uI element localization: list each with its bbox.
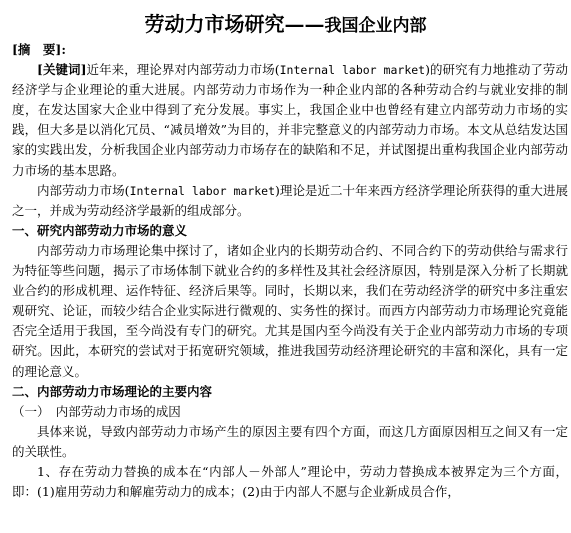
title-main: 劳动力市场研究 bbox=[144, 12, 285, 36]
section-2-paragraph-1: 具体来说，导致内部劳动力市场产生的原因主要有四个方面，而这几方面原因相互之间又有一定的关联性。 bbox=[12, 423, 568, 459]
section-heading-2: 二、内部劳动力市场理论的主要内容 bbox=[12, 383, 213, 399]
abstract-term: Internal labor market bbox=[279, 63, 426, 78]
abstract-paragraph bbox=[12, 60, 568, 181]
section-1-paragraph: 内部劳动力市场理论集中探讨了，诸如企业内的长期劳动合约、不同合约下的劳动供给与需求行为特征等些问题，揭示了市场体制下就业合约的多样性及其社会经济原因，特别是深入分析了长期就业合约的形成机理、运作特征、经济后果等。同时，长期以来，我们在劳动经济学的研究中多注重宏观研究、论证，而较少结合企业实际进行微观的、实务性的探讨。而西方内部劳动力市场理论究竟能否完全适用于我国，至今尚没有专门的研究。尤其是国内至今尚没有关于企业内部劳动力市场的专项研究。因此，本研究的尝试对于拓宽研究领域，推进我国劳动经济理论研究的丰富和深化，具有一定的理论意义。 bbox=[12, 242, 568, 379]
abstract-text-1: 近年来，理论界对内部劳动力市场( bbox=[86, 62, 280, 78]
title-dash: —— bbox=[284, 12, 325, 36]
intro-text-1: 内部劳动力市场( bbox=[37, 182, 130, 198]
keywords-label: [关键词] bbox=[37, 62, 87, 78]
document-title bbox=[0, 8, 571, 37]
intro-term: Internal labor market bbox=[129, 183, 276, 198]
document-body bbox=[12, 40, 568, 502]
abstract-text-2: )的研究有力地推动了劳动经济学与企业理论的重大进展。内部劳动力市场作为一种企业内部的各种劳动合约与就业安排的制度，在发达国家大企业中得到了充分发展。事实上，我国企业中也曾经有建立内部劳动力市场的实践，但大多是以消化冗员、“减员增效”为目的，并非完整意义的内部劳动力市场。本文从总结发达国家的实践出发，分析我国企业内部劳动力市场存在的缺陷和不足，并试图提出重构我国企业内部劳动力市场的基本思路。 bbox=[12, 62, 568, 178]
abstract-heading bbox=[12, 40, 568, 60]
title-subtitle: 我国企业内部 bbox=[324, 16, 427, 36]
intro-paragraph bbox=[12, 181, 568, 221]
section-2-paragraph-2: 1、存在劳动力替换的成本在“内部人－外部人”理论中，劳动力替换成本被界定为三个方面，即：(1)雇用劳动力和解雇劳动力的成本；(2)由于内部人不愿与企业新成员合作， bbox=[12, 463, 568, 500]
subsection-heading-1: （一） 内部劳动力市场的成因 bbox=[12, 403, 181, 419]
section-heading-1: 一、研究内部劳动力市场的意义 bbox=[12, 222, 188, 238]
intro-text-2: )理论是近二十年来西方经济学理论所获得的重大进展之一，并成为劳动经济学最新的组成部分。 bbox=[12, 182, 568, 218]
abstract-label: [摘 要]: bbox=[12, 42, 66, 57]
